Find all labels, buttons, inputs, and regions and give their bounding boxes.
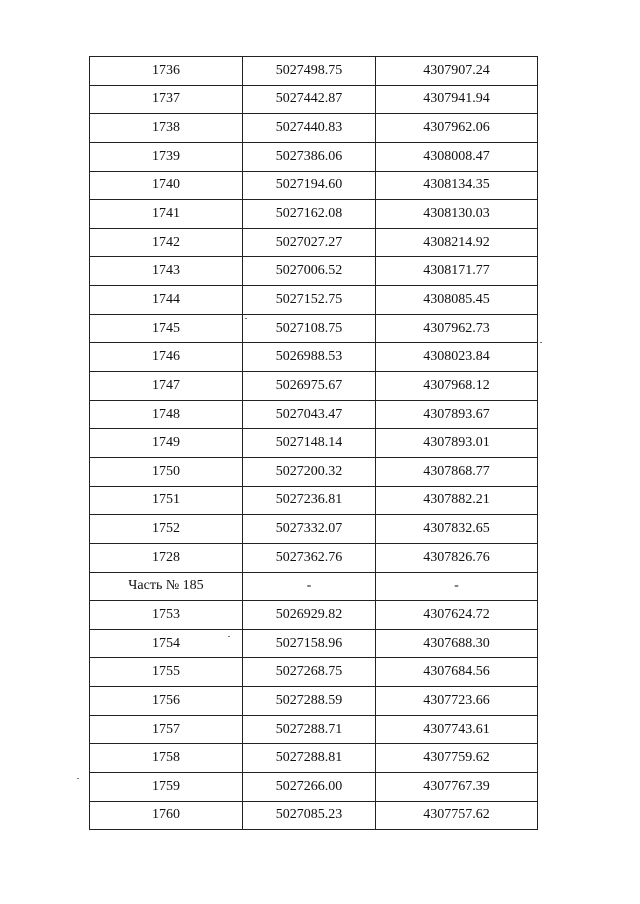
x-coordinate-cell: 5027148.14 <box>243 429 376 458</box>
x-coordinate-cell: 5027236.81 <box>243 486 376 515</box>
point-number-cell: 1744 <box>90 286 243 315</box>
point-number-cell: 1739 <box>90 142 243 171</box>
table-row <box>90 486 538 515</box>
table-row <box>90 114 538 143</box>
x-coordinate-cell: 5027108.75 <box>243 314 376 343</box>
scan-speck <box>77 778 79 779</box>
y-coordinate-cell: 4307743.61 <box>376 715 538 744</box>
table-row <box>90 429 538 458</box>
scan-speck <box>228 636 230 637</box>
table-row <box>90 85 538 114</box>
table-row <box>90 314 538 343</box>
x-coordinate-cell: 5027268.75 <box>243 658 376 687</box>
y-coordinate-cell: 4307688.30 <box>376 629 538 658</box>
table-row <box>90 744 538 773</box>
point-number-cell: 1758 <box>90 744 243 773</box>
point-number-cell: 1759 <box>90 773 243 802</box>
table-row <box>90 773 538 802</box>
coordinates-table-body <box>90 57 538 830</box>
y-coordinate-cell: 4307962.06 <box>376 114 538 143</box>
table-row <box>90 715 538 744</box>
table-row <box>90 543 538 572</box>
x-coordinate-cell: 5027006.52 <box>243 257 376 286</box>
y-coordinate-cell: 4308171.77 <box>376 257 538 286</box>
y-coordinate-cell: 4307624.72 <box>376 601 538 630</box>
scan-speck <box>540 342 542 343</box>
x-coordinate-cell: 5027027.27 <box>243 228 376 257</box>
table-row <box>90 57 538 86</box>
coordinates-table <box>89 56 538 830</box>
point-number-cell: 1754 <box>90 629 243 658</box>
x-coordinate-cell: 5027440.83 <box>243 114 376 143</box>
y-coordinate-cell: 4307684.56 <box>376 658 538 687</box>
point-number-cell: 1738 <box>90 114 243 143</box>
point-number-cell: 1751 <box>90 486 243 515</box>
table-row <box>90 457 538 486</box>
x-coordinate-cell: 5027386.06 <box>243 142 376 171</box>
y-coordinate-cell: - <box>376 572 538 601</box>
point-number-cell: 1736 <box>90 57 243 86</box>
x-coordinate-cell: 5027362.76 <box>243 543 376 572</box>
point-number-cell: 1743 <box>90 257 243 286</box>
x-coordinate-cell: 5027498.75 <box>243 57 376 86</box>
x-coordinate-cell: 5026929.82 <box>243 601 376 630</box>
x-coordinate-cell: 5027152.75 <box>243 286 376 315</box>
x-coordinate-cell: 5027288.81 <box>243 744 376 773</box>
table-row <box>90 801 538 830</box>
table-row <box>90 400 538 429</box>
table-row <box>90 142 538 171</box>
y-coordinate-cell: 4307723.66 <box>376 687 538 716</box>
x-coordinate-cell: 5026988.53 <box>243 343 376 372</box>
y-coordinate-cell: 4307893.67 <box>376 400 538 429</box>
table-row <box>90 572 538 601</box>
y-coordinate-cell: 4308008.47 <box>376 142 538 171</box>
point-number-cell: 1737 <box>90 85 243 114</box>
table-row <box>90 372 538 401</box>
y-coordinate-cell: 4308130.03 <box>376 200 538 229</box>
table-row <box>90 601 538 630</box>
x-coordinate-cell: 5027332.07 <box>243 515 376 544</box>
y-coordinate-cell: 4307832.65 <box>376 515 538 544</box>
table-row <box>90 658 538 687</box>
x-coordinate-cell: 5026975.67 <box>243 372 376 401</box>
y-coordinate-cell: 4307868.77 <box>376 457 538 486</box>
y-coordinate-cell: 4307941.94 <box>376 85 538 114</box>
y-coordinate-cell: 4307767.39 <box>376 773 538 802</box>
table-row <box>90 200 538 229</box>
point-number-cell: 1746 <box>90 343 243 372</box>
y-coordinate-cell: 4307907.24 <box>376 57 538 86</box>
point-number-cell: 1757 <box>90 715 243 744</box>
x-coordinate-cell: 5027200.32 <box>243 457 376 486</box>
y-coordinate-cell: 4307882.21 <box>376 486 538 515</box>
x-coordinate-cell: 5027162.08 <box>243 200 376 229</box>
y-coordinate-cell: 4307893.01 <box>376 429 538 458</box>
point-number-cell: 1749 <box>90 429 243 458</box>
y-coordinate-cell: 4307962.73 <box>376 314 538 343</box>
point-number-cell: 1760 <box>90 801 243 830</box>
x-coordinate-cell: 5027085.23 <box>243 801 376 830</box>
x-coordinate-cell: 5027266.00 <box>243 773 376 802</box>
y-coordinate-cell: 4308134.35 <box>376 171 538 200</box>
x-coordinate-cell: 5027442.87 <box>243 85 376 114</box>
x-coordinate-cell: 5027158.96 <box>243 629 376 658</box>
y-coordinate-cell: 4307759.62 <box>376 744 538 773</box>
point-number-cell: 1742 <box>90 228 243 257</box>
y-coordinate-cell: 4307826.76 <box>376 543 538 572</box>
point-number-cell: 1750 <box>90 457 243 486</box>
table-row <box>90 171 538 200</box>
x-coordinate-cell: - <box>243 572 376 601</box>
y-coordinate-cell: 4308023.84 <box>376 343 538 372</box>
point-number-cell: 1753 <box>90 601 243 630</box>
y-coordinate-cell: 4308085.45 <box>376 286 538 315</box>
y-coordinate-cell: 4307968.12 <box>376 372 538 401</box>
point-number-cell: 1728 <box>90 543 243 572</box>
point-number-cell: 1755 <box>90 658 243 687</box>
table-row <box>90 257 538 286</box>
point-number-cell: Часть № 185 <box>90 572 243 601</box>
point-number-cell: 1740 <box>90 171 243 200</box>
scan-speck <box>245 318 247 319</box>
table-row <box>90 629 538 658</box>
table-row <box>90 286 538 315</box>
table-row <box>90 228 538 257</box>
x-coordinate-cell: 5027194.60 <box>243 171 376 200</box>
y-coordinate-cell: 4308214.92 <box>376 228 538 257</box>
table-row <box>90 343 538 372</box>
table-row <box>90 687 538 716</box>
point-number-cell: 1747 <box>90 372 243 401</box>
point-number-cell: 1745 <box>90 314 243 343</box>
point-number-cell: 1741 <box>90 200 243 229</box>
table-row <box>90 515 538 544</box>
point-number-cell: 1752 <box>90 515 243 544</box>
x-coordinate-cell: 5027043.47 <box>243 400 376 429</box>
point-number-cell: 1756 <box>90 687 243 716</box>
y-coordinate-cell: 4307757.62 <box>376 801 538 830</box>
x-coordinate-cell: 5027288.71 <box>243 715 376 744</box>
point-number-cell: 1748 <box>90 400 243 429</box>
x-coordinate-cell: 5027288.59 <box>243 687 376 716</box>
